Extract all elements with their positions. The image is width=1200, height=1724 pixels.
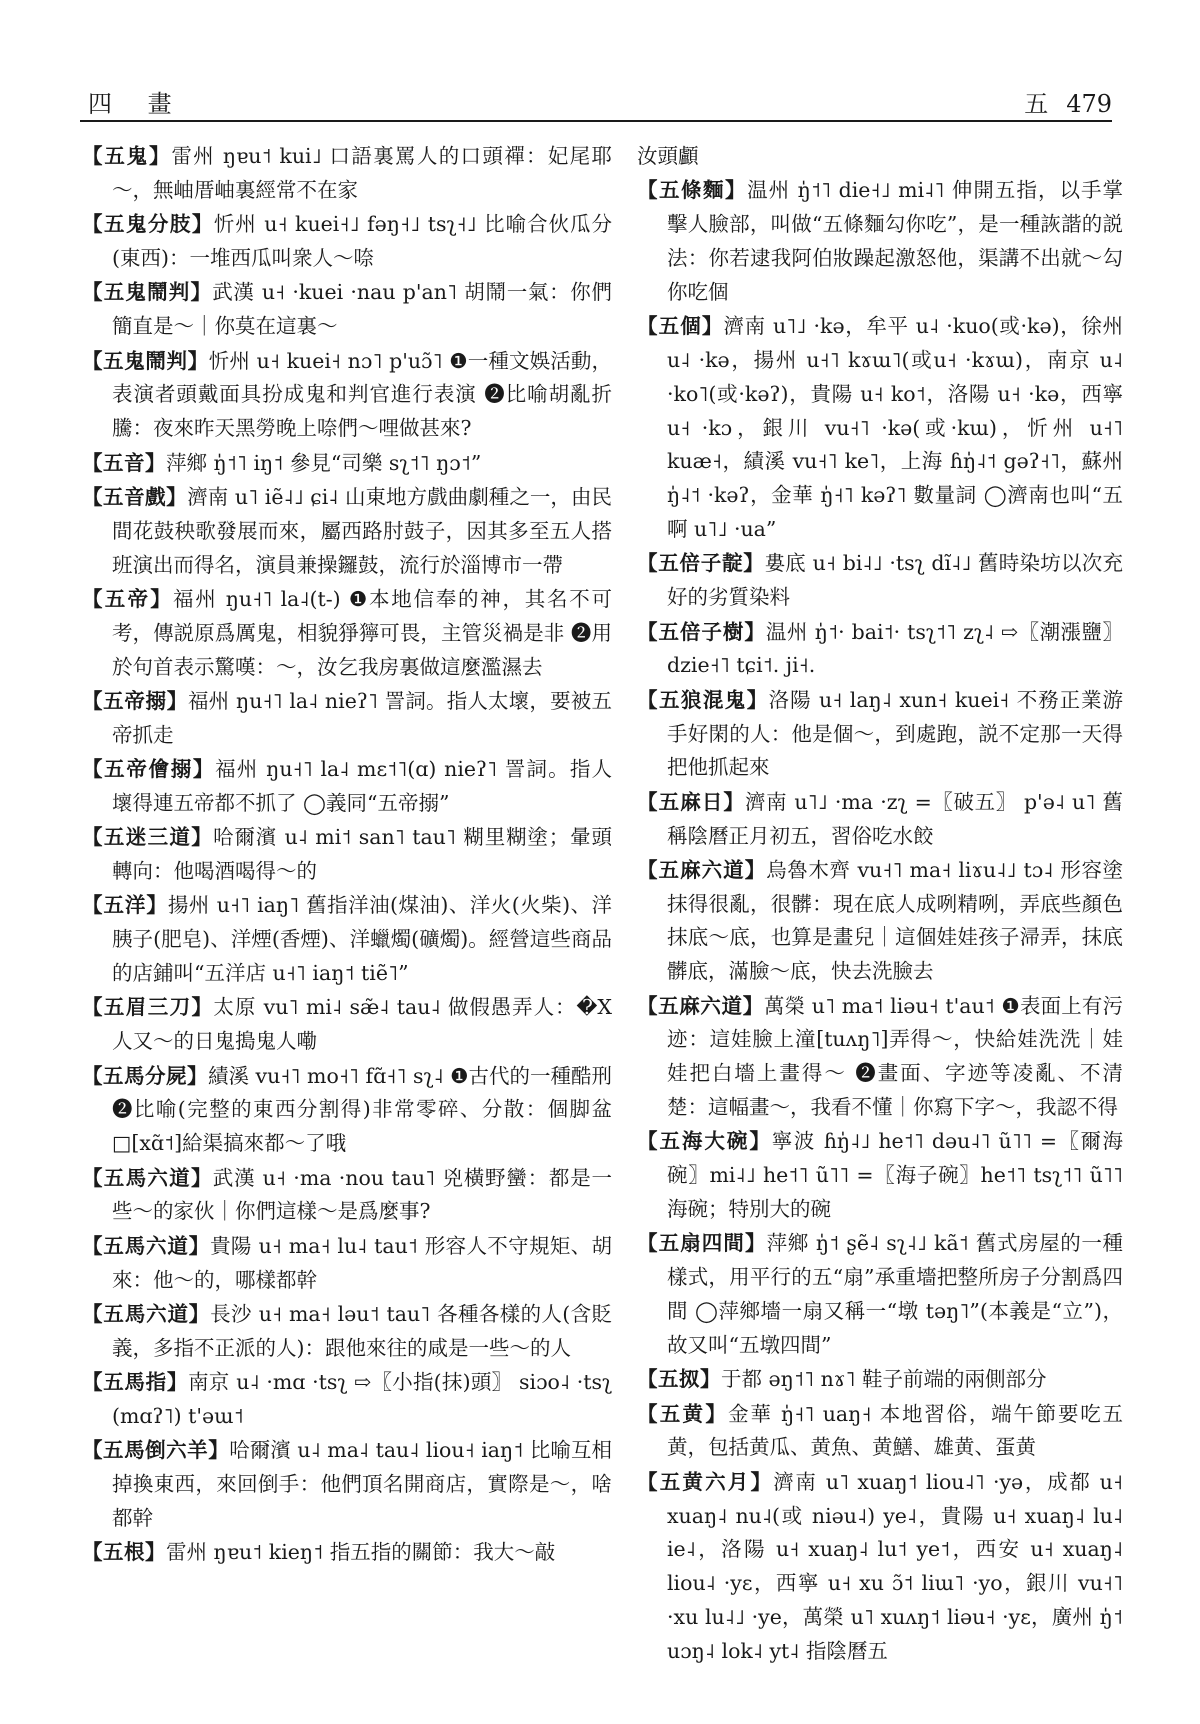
dictionary-entry [82, 1536, 612, 1570]
entry-body: 濟南 u˥˩ ·kə，牟平 u˨ ·kuo(或·kə)，徐州 u˨ ·kə，揚州 u˧˥ kɤɯ˥(或u˧ ·kɤɯ)，南京 u˨ ·ko˥(或·kəʔ)，貴陽 u˧ ko˦，洛陽 u˧ ·kə，西寧 u˧ ·kɔ，銀川 vu˧˥ ·kə(或·kɯ)，忻州 u˧˥ kuæ˧，績溪 vu˧˥ ke˥，上海 ɦŋ̍˨˦ gəʔ˧˥，蘇州 ŋ̍˨˦ ·kəʔ，金華 ŋ̍˧˥ kəʔ˥ 數量詞 ◯濟南也叫“五啊 u˥˩ ·ua” [667, 314, 1123, 541]
entry-body: 福州 ŋu˧˥ la˨ mɛ˦˥(ɑ) nieʔ˥ 詈詞。指人壞得連五帝都不抓了 ◯義同“五帝搦” [112, 757, 612, 815]
entry-headword: 【五馬六道】 [82, 1233, 211, 1258]
dictionary-entry [637, 547, 1123, 615]
header-rule [80, 120, 1112, 122]
entry-body: 武漢 u˧ ·ma ·nou tau˥ 兇橫野蠻：都是一些～的家伙｜你們這樣～是爲麼事? [112, 1165, 612, 1224]
dictionary-entry [637, 990, 1123, 1125]
dictionary-entry [82, 481, 612, 582]
entry-body: 濟南 u˥˩ ·ma ·zʅ =〖破五〗 p'ə˨ u˥ 舊稱陰曆正月初五，習俗吃水餃 [667, 789, 1123, 848]
dictionary-entry [637, 1227, 1123, 1362]
dictionary-entry [82, 276, 612, 344]
running-head [1024, 84, 1112, 119]
dictionary-entry [82, 208, 612, 276]
dictionary-entry [82, 1298, 612, 1366]
entry-headword: 【五㧐】 [637, 1367, 721, 1392]
dictionary-entry [637, 684, 1123, 785]
entry-headword: 【五帝儈搦】 [82, 757, 216, 782]
entry-headword: 【五鬼鬧判】 [82, 280, 213, 305]
left-column [82, 140, 612, 1704]
dictionary-entry [82, 1162, 612, 1230]
dictionary-entry [637, 786, 1123, 854]
entry-headword: 【五根】 [82, 1540, 166, 1565]
entry-body: 汝頭顱 [637, 144, 699, 168]
dictionary-entry [82, 1434, 612, 1535]
entry-headword: 【五鬼】 [82, 144, 172, 168]
entry-body: 于都 əŋ˦˥ nɤ˥ 鞋子前端的兩側部分 [721, 1367, 1047, 1392]
entry-body: 萍鄉 ŋ̍˦ ʂẽ˨ sʅ˨˩ kã˦ 舊式房屋的一種樣式，用平行的五“扇”承重墻把整所房子分割爲四間 ◯萍鄉墻一扇又稱一“墩 təŋ˥”(本義是“立”)，故又叫“五墩四間” [667, 1231, 1123, 1357]
entry-body: 績溪 vu˧˥ mo˧˥ fɑ̃˧˥ sʅ˨ ❶古代的一種酷刑 ❷比喻(完整的東西分割得)非常零碎、分散：個脚盆□[xɑ̃˦]給渠搞來都～了哦 [112, 1063, 612, 1156]
entry-headword: 【五狼混鬼】 [637, 687, 769, 712]
entry-headword: 【五麻六道】 [637, 993, 764, 1018]
entry-body: 貴陽 u˧ ma˧ lu˨ tau˦ 形容人不守規矩、胡來：他～的，哪樣都幹 [112, 1233, 612, 1292]
entry-headword: 【五音】 [82, 450, 166, 475]
entry-headword: 【五個】 [637, 314, 724, 339]
entry-body: 忻州 u˧ kuei˧˩ fəŋ˧˩ tsʅ˧˩ 比喻合伙瓜分(東西)：一堆西瓜叫衆人～㖠 [112, 212, 612, 270]
dictionary-entry [637, 854, 1123, 989]
entry-headword: 【五麻日】 [637, 789, 746, 814]
entry-headword: 【五扇四間】 [637, 1231, 767, 1256]
entry-headword: 【五迷三道】 [82, 825, 214, 850]
page-header [80, 78, 1112, 120]
dictionary-entry [637, 1363, 1123, 1397]
entry-headword: 【五馬倒六羊】 [82, 1438, 230, 1463]
dictionary-entry [82, 1366, 612, 1434]
entry-headword: 【五眉三刀】 [82, 995, 214, 1020]
entry-body: 長沙 u˧ ma˧ ləu˦ tau˥ 各種各樣的人(含貶義，多指不正派的人)：跟他來往的咸是一些～的人 [112, 1302, 612, 1360]
dictionary-entry [82, 447, 612, 481]
entry-headword: 【五馬指】 [82, 1370, 189, 1395]
dictionary-entry [637, 1398, 1123, 1466]
dictionary-entry [82, 140, 612, 208]
dictionary-entry [637, 140, 1123, 174]
head-character: 五 [1024, 90, 1049, 118]
entry-body: 萬榮 u˥ ma˦ liəu˧ t'au˦ ❶表面上有污迹：這娃臉上潼[tuʌŋ˥]弄得～，快給娃洗洗｜娃娃把白墻上畫得～ ❷畫面、字迹等凌亂、不清楚：這幅畫～，我看不懂｜你寫下字～，我認不得 [667, 993, 1123, 1120]
dictionary-entry [82, 345, 612, 446]
entry-headword: 【五麻六道】 [637, 857, 767, 882]
entry-body: 濟南 u˥ xuaŋ˦ liou˨˥ ·yə，成都 u˧ xuaŋ˨ nu˨(或 niəu˨) ye˨，貴陽 u˧ xuaŋ˨ lu˨ ie˨，洛陽 u˧ xuaŋ˨ lu˦ ye˦，西安 u˧ xuaŋ˨ liou˨ ·yɛ，西寧 u˧ xu ɔ̃˦ liɯ˥ ·yo，銀川 vu˧˥ ·xu lu˨˩ ·ye，萬榮 u˥ xuʌŋ˦ liəu˧ ·yɛ，廣州 ŋ̍˦ uɔŋ˨ lok˨ yt˨ 指陰曆五 [667, 1469, 1123, 1663]
entry-headword: 【五黄六月】 [637, 1469, 774, 1494]
entry-body: 萍鄉 ŋ̍˦˥ iŋ˦ 參見“司樂 sʅ˦˥ ŋɔ˦” [166, 450, 482, 475]
dictionary-entry [637, 310, 1123, 547]
dictionary-entry [637, 616, 1123, 684]
entry-headword: 【五馬分屍】 [82, 1063, 208, 1088]
right-column [637, 140, 1123, 1704]
section-title: 四 畫 [88, 90, 186, 118]
entry-body: 雷州 ŋɐu˦ kieŋ˦ 指五指的關節：我大～敲 [166, 1540, 556, 1565]
entry-body: 南京 u˨ ·mɑ ·tsʅ ⇨〖小指(抹)頭〗 siɔo˨ ·tsʅ (mɑʔ˥) t'əɯ˦ [112, 1370, 612, 1428]
dictionary-entry [637, 174, 1123, 309]
entry-body: 揚州 u˧˥ iaŋ˥ 舊指洋油(煤油)、洋火(火柴)、洋胰子(肥皂)、洋煙(香煙)、洋蠟燭(礦燭)。經營這些商品的店鋪叫“五洋店 u˧˥ iaŋ˦ tiẽ˥” [112, 893, 612, 986]
entry-body: 哈爾濱 u˨ ma˨ tau˨ liou˧ iaŋ˦ 比喻互相掉換東西，來回倒手：他們頂名開商店，實際是～，啥都幹 [112, 1438, 612, 1530]
entry-headword: 【五馬六道】 [82, 1165, 213, 1190]
entry-headword: 【五倍子靛】 [637, 551, 765, 576]
dictionary-entry [82, 821, 612, 889]
entry-headword: 【五帝搦】 [82, 688, 188, 713]
entry-headword: 【五馬六道】 [82, 1302, 211, 1326]
dictionary-entry [82, 685, 612, 753]
entry-body: 金華 ŋ̍˧˥ uaŋ˧ 本地習俗，端午節要吃五黄，包括黄瓜、黄魚、黄鱔、雄黄、蛋黄 [667, 1401, 1123, 1460]
entry-body: 雷州 ŋɐu˦ kui˩ 口語裏罵人的口頭禪：妃尾耶～，無岫厝岫裏經常不在家 [112, 144, 612, 202]
entry-body: 福州 ŋu˧˥ la˨ nieʔ˥ 詈詞。指人太壞，要被五帝抓走 [112, 688, 612, 747]
entry-body: 武漢 u˧ ·kuei ·nau p'an˥ 胡鬧一氣：你們簡直是～｜你莫在這裏～ [112, 280, 612, 339]
entry-headword: 【五海大碗】 [637, 1129, 772, 1154]
entry-headword: 【五鬼鬧判】 [82, 348, 209, 373]
entry-body: 太原 vu˥ mi˨ sæ̃˨ tau˨ 做假愚弄人：�X人又～的日鬼搗鬼人嘞 [112, 995, 612, 1054]
entry-body: 烏魯木齊 vu˧˥ ma˧ liɤu˨˩ tɔ˨ 形容塗抹得很亂，很髒：現在底人成咧精咧，弄底些顏色抹底～底，也算是畫兒｜這個娃娃孩子㴆弄，抹底髒底，滿臉～底，快去洗臉去 [667, 857, 1123, 984]
dictionary-entry [637, 1466, 1123, 1669]
entry-headword: 【五倍子樹】 [637, 619, 766, 644]
dictionary-entry [82, 991, 612, 1059]
entry-body: 福州 ŋu˧˥ la˨(t-) ❶本地信奉的神，其名不可考，傳説原爲厲鬼，相貌猙獰可畏，主管災禍是非 ❷用於句首表示驚嘆：～，汝乞我房裏做這麼濫濕去 [112, 586, 612, 679]
dictionary-entry [637, 1125, 1123, 1226]
entry-headword: 【五帝】 [82, 586, 173, 611]
dictionary-entry [82, 1060, 612, 1161]
entry-headword: 【五鬼分肢】 [82, 212, 214, 237]
entry-headword: 【五條麵】 [637, 178, 748, 203]
dictionary-entry [82, 889, 612, 990]
entry-body: 洛陽 u˧ laŋ˨ xun˧ kuei˧ 不務正業游手好閑的人：他是個～，到處跑，説不定那一天得把他抓起來 [667, 687, 1123, 780]
page-number: 479 [1066, 90, 1112, 118]
entry-body: 温州 ŋ̍˦· bai˦· tsʅ˦˥ zʅ˨ ⇨〖潮漲鹽〗dzie˧˥ tɕi˦. ji˧. [667, 619, 1123, 678]
dictionary-entry [82, 583, 612, 684]
entry-headword: 【五黄】 [637, 1401, 729, 1426]
entry-body: 忻州 u˧ kuei˧ nɔ˥ p'uɔ̃˥ ❶一種文娛活動，表演者頭戴面具扮成鬼和判官進行表演 ❷比喻胡亂折騰：夜來昨天黑勞晚上㖠們～哩做甚來? [112, 348, 612, 441]
entry-body: 寧波 ɦŋ̍˨˩ he˦˥ dəu˨˥ ũ˥˥ =〖爾海碗〗mi˨˩ he˦˥ ũ˥˥ =〖海子碗〗he˦˥ tsʅ˦˥ ũ˥˥ 海碗；特別大的碗 [667, 1129, 1123, 1222]
entry-body: 婁底 u˧ bi˨˩ ·tsʅ dĩ˨˩ 舊時染坊以次充好的劣質染料 [667, 551, 1123, 610]
entry-headword: 【五洋】 [82, 893, 168, 918]
dictionary-entry [82, 1230, 612, 1298]
entry-body: 哈爾濱 u˨ mi˦ san˥ tau˥ 糊里糊塗；暈頭轉向：他喝酒喝得～的 [112, 825, 612, 884]
entry-headword: 【五音戲】 [82, 484, 188, 509]
entry-body: 濟南 u˥ iẽ˨˩ ɕi˨ 山東地方戲曲劇種之一，由民間花鼓秧歌發展而來，屬西路肘鼓子，因其多至五人搭班演出而得名，演員兼操鑼鼓，流行於淄博市一帶 [112, 484, 612, 577]
entry-body: 温州 ŋ̍˦˥ die˧˩ mi˨˥ 伸開五指，以手掌擊人臉部，叫做“五條麵勾你吃”，是一種詼諧的説法：你若逮我阿伯妝躁起激怒他，渠講不出就～勾你吃個 [667, 178, 1123, 304]
dictionary-entry [82, 753, 612, 821]
